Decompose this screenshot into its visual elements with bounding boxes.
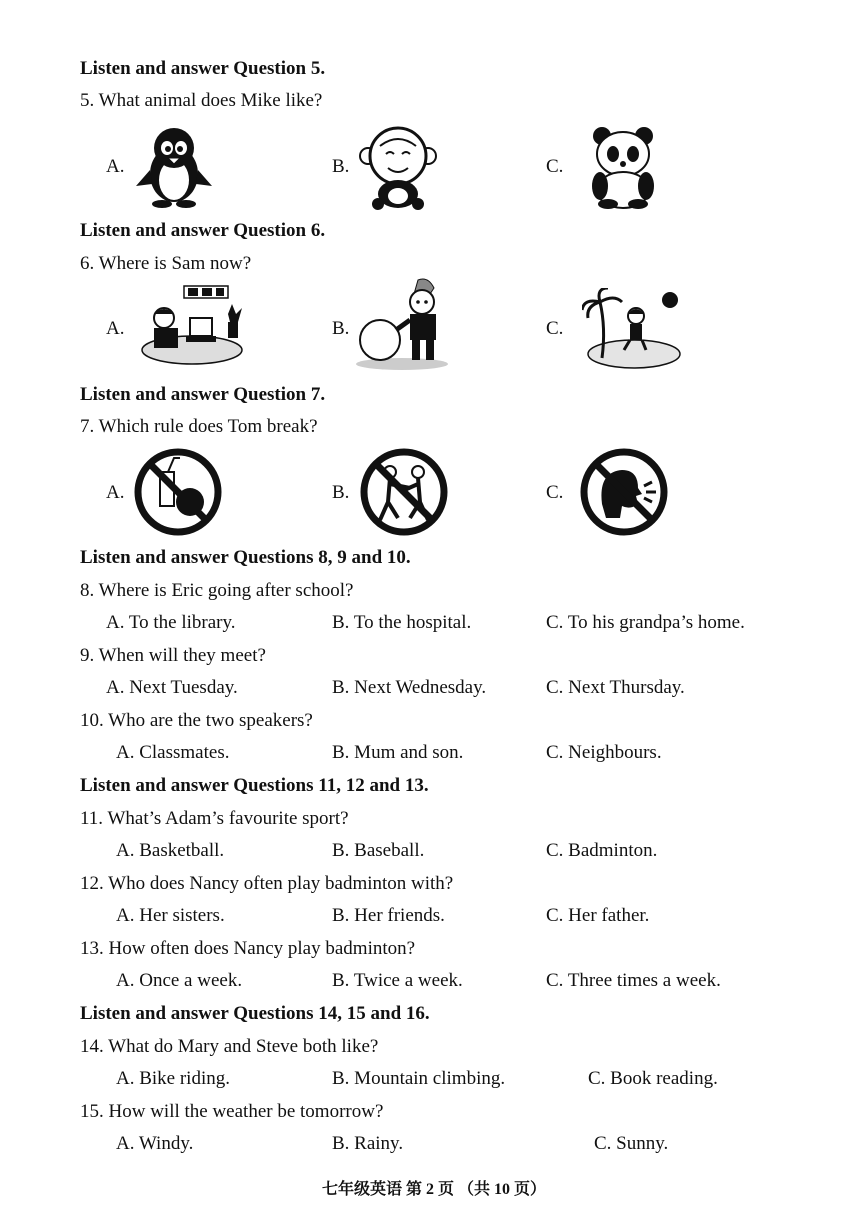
option-b: B. Twice a week.	[332, 970, 463, 991]
option-c: C. To his grandpa’s home.	[546, 612, 745, 633]
option-c-label: C.	[546, 482, 564, 503]
section-header-q6: Listen and answer Question 6.	[80, 220, 326, 241]
question-11: 11. What’s Adam’s favourite sport?	[80, 808, 349, 829]
question-6: 6. Where is Sam now?	[80, 253, 252, 274]
snowman-scene	[354, 276, 450, 372]
question-8: 8. Where is Eric going after school?	[80, 580, 354, 601]
question-14: 14. What do Mary and Steve both like?	[80, 1036, 379, 1057]
no-talking-sign-icon	[580, 448, 668, 536]
option-c: C. Badminton.	[546, 840, 658, 861]
penguin-icon	[134, 124, 214, 208]
option-a: A. Her sisters.	[116, 905, 225, 926]
section-header-q8-10: Listen and answer Questions 8, 9 and 10.	[80, 547, 411, 568]
question-9: 9. When will they meet?	[80, 645, 266, 666]
question-7: 7. Which rule does Tom break?	[80, 416, 318, 437]
option-c: C. Book reading.	[588, 1068, 718, 1089]
option-c: C. Three times a week.	[546, 970, 721, 991]
option-b-label: B.	[332, 318, 350, 339]
no-eating-sign-icon	[134, 448, 222, 536]
option-c: C. Next Thursday.	[546, 677, 685, 698]
home-computer-scene	[138, 284, 250, 368]
question-5: 5. What animal does Mike like?	[80, 90, 323, 111]
option-c: C. Her father.	[546, 905, 650, 926]
question-13: 13. How often does Nancy play badminton?	[80, 938, 416, 959]
option-b: B. Mountain climbing.	[332, 1068, 506, 1089]
section-header-q5: Listen and answer Question 5.	[80, 58, 326, 79]
option-a-label: A.	[106, 156, 125, 177]
option-a: A. Next Tuesday.	[106, 677, 238, 698]
option-a: A. Once a week.	[116, 970, 243, 991]
option-b: B. Baseball.	[332, 840, 425, 861]
option-c-label: C.	[546, 318, 564, 339]
option-b: B. To the hospital.	[332, 612, 472, 633]
option-a-label: A.	[106, 318, 125, 339]
option-b: B. Rainy.	[332, 1133, 404, 1154]
section-header-q14-16: Listen and answer Questions 14, 15 and 16.	[80, 1003, 430, 1024]
option-a-label: A.	[106, 482, 125, 503]
beach-scene	[582, 288, 682, 374]
question-15: 15. How will the weather be tomorrow?	[80, 1101, 384, 1122]
option-a: A. Bike riding.	[116, 1068, 230, 1089]
option-a: A. Basketball.	[116, 840, 225, 861]
option-a: A. To the library.	[106, 612, 236, 633]
option-b-label: B.	[332, 156, 350, 177]
option-b: B. Mum and son.	[332, 742, 464, 763]
option-b: B. Next Wednesday.	[332, 677, 487, 698]
no-fighting-sign-icon	[360, 448, 448, 536]
section-header-q7: Listen and answer Question 7.	[80, 384, 326, 405]
panda-icon	[582, 124, 664, 210]
option-c: C. Sunny.	[594, 1133, 669, 1154]
section-header-q11-13: Listen and answer Questions 11, 12 and 13.	[80, 775, 429, 796]
question-10: 10. Who are the two speakers?	[80, 710, 313, 731]
option-b: B. Her friends.	[332, 905, 445, 926]
option-a: A. Windy.	[116, 1133, 194, 1154]
question-12: 12. Who does Nancy often play badminton with?	[80, 873, 454, 894]
option-b-label: B.	[332, 482, 350, 503]
option-c-label: C.	[546, 156, 564, 177]
option-c: C. Neighbours.	[546, 742, 662, 763]
option-a: A. Classmates.	[116, 742, 230, 763]
monkey-icon	[358, 124, 438, 210]
page-footer: 七年级英语 第 2 页 （共 10 页）	[321, 1181, 546, 1198]
